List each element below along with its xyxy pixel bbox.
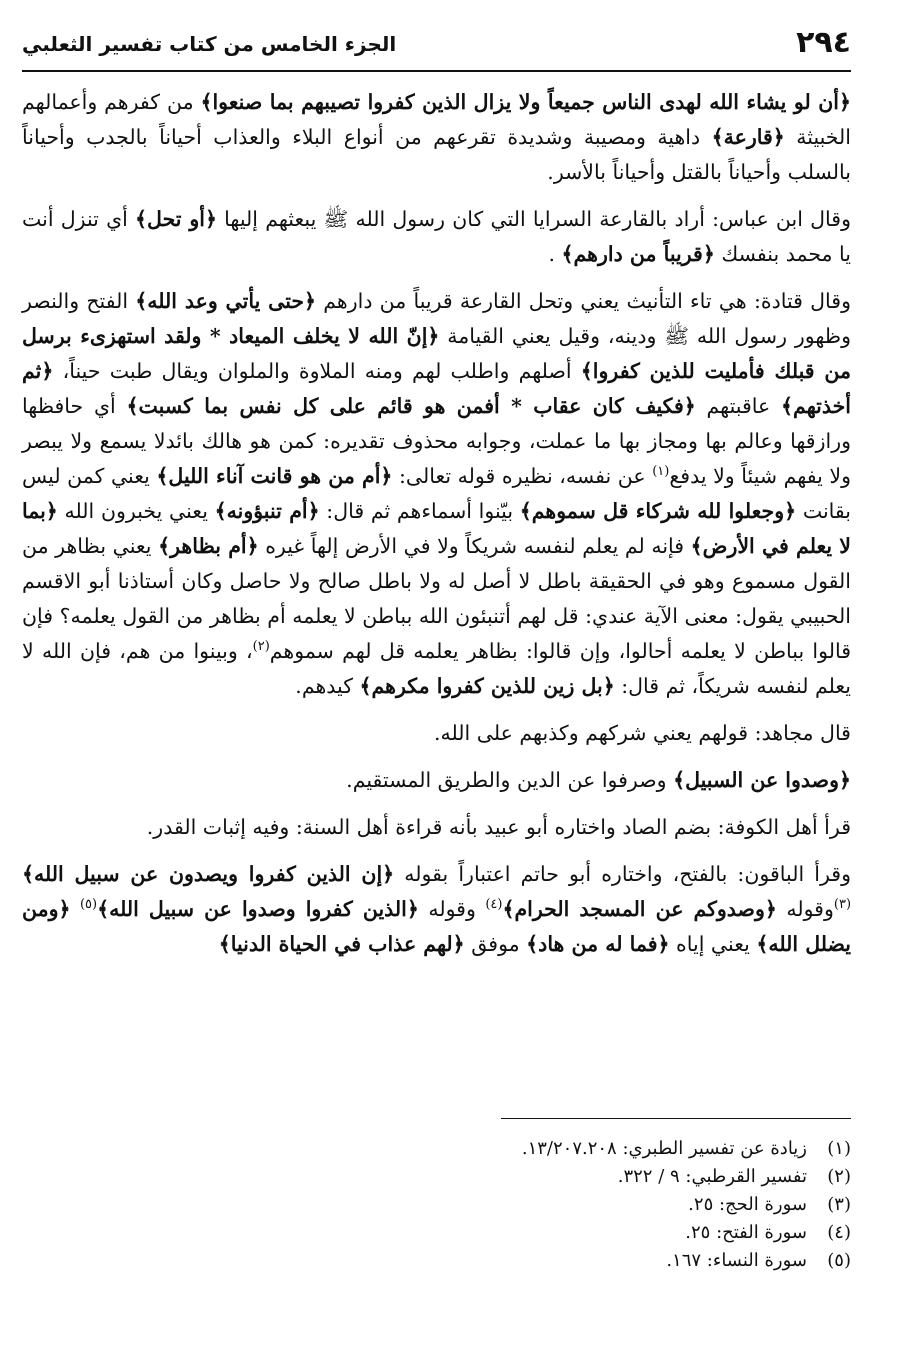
text-segment: موفق: [464, 932, 527, 956]
quran-quote: ﴿أن لو يشاء الله لهدى الناس جميعاً ولا يزال الذين كفروا تصيبهم بما صنعوا﴾: [200, 90, 852, 114]
quran-quote: ﴿أو تحل﴾: [135, 207, 217, 231]
text-segment: عاقبتهم: [695, 394, 782, 418]
quran-quote: ﴿الذين كفروا وصدوا عن سبيل الله﴾: [97, 897, 419, 921]
text-segment: أي حافظها ورازقها وعالم بها ومجاز بها ما عملت، وجوابه محذوف تقديره: كمن هو هالك بائدلا يسمع ولا يبصر ولا يفهم شيئاً ولا يدفع: [22, 394, 852, 488]
quran-quote: ﴿لهم عذاب في الحياة الدنيا﴾: [218, 932, 465, 956]
text-segment: الفتح والنصر وظهور رسول الله ﷺ ودينه، وقيل يعني القيامة: [22, 289, 851, 348]
text-segment: .: [548, 242, 562, 266]
paragraph: [22, 85, 851, 190]
footnote-text: تفسير القرطبي: ٩ / ٣٢٢.: [617, 1166, 807, 1187]
text-segment: وقال قتادة: هي تاء التأنيث يعني وتحل القارعة قريباً من دارهم: [316, 289, 851, 313]
text-segment: وصرفوا عن الدين والطريق المستقيم.: [346, 768, 674, 792]
footnote-rule: [501, 1118, 851, 1119]
footnote-item: [22, 1191, 851, 1219]
quran-quote: ﴿بل زين للذين كفروا مكرهم﴾: [359, 674, 615, 698]
text-segment: وقوله: [776, 897, 834, 921]
footnote-item: [22, 1135, 851, 1163]
text-segment: يعني إياه: [669, 932, 757, 956]
paragraph: [22, 810, 851, 845]
footnote-number: (٢): [827, 1166, 851, 1187]
text-segment: وقوله: [418, 897, 486, 921]
footnote-number: (٥): [827, 1250, 851, 1271]
page-number: ٢٩٤: [796, 25, 851, 60]
paragraph: [22, 716, 851, 751]
footnote-item: [22, 1163, 851, 1191]
text-segment: ، وبينوا من هم، فإن الله لا يعلم لنفسه شريكاً، ثم قال:: [22, 639, 851, 698]
text-segment: بيّنوا أسماءهم ثم قال:: [319, 499, 520, 523]
quran-quote: ﴿أم من هو قانت آناء الليل﴾: [156, 464, 393, 488]
quran-quote: ﴿وصدوكم عن المسجد الحرام﴾: [502, 897, 777, 921]
footnote-number: (٤): [827, 1222, 851, 1243]
quran-quote: ﴿ثم أخذتهم﴾: [22, 359, 851, 418]
paragraph: [22, 284, 851, 704]
footnote-item: [22, 1247, 851, 1275]
running-title: الجزء الخامس من كتاب تفسير الثعلبي: [22, 32, 397, 56]
page-header: [22, 22, 851, 74]
footnote-text: سورة الفتح: ٢٥.: [685, 1222, 807, 1243]
footnote-text: زيادة عن تفسير الطبري: ١٣/٢٠٧.٢٠٨.: [521, 1138, 807, 1159]
main-text: [22, 85, 851, 974]
quran-quote: ﴿وجعلوا لله شركاء قل سموهم﴾: [519, 499, 797, 523]
footnote-reference: (٥): [79, 897, 98, 913]
paragraph: [22, 857, 851, 962]
quran-quote: ﴿حتى يأتي وعد الله﴾: [135, 289, 317, 313]
quran-quote: ﴿فما له من هاد﴾: [526, 932, 670, 956]
text-segment: كيدهم.: [295, 674, 360, 698]
text-segment: أصلهم واطلب لهم ومنه الملاوة والملوان ويقال طبت حيناً،: [53, 359, 581, 383]
text-segment: فإنه لم يعلم لنفسه شريكاً ولا في الأرض إلهاً غيره: [258, 534, 691, 558]
text-segment: قرأ أهل الكوفة: بضم الصاد واختاره أبو عبيد بأنه قراءة أهل السنة: وفيه إثبات القدر.: [146, 815, 851, 839]
paragraph: [22, 202, 851, 272]
quran-quote: ﴿بما لا يعلم في الأرض﴾: [22, 499, 851, 558]
text-segment: داهية ومصيبة وشديدة تقرعهم من أنواع البلاء والعذاب أحياناً بالجدب وأحياناً بالسلب وأحياناً بالقتل وأحياناً بالأسر.: [22, 125, 851, 184]
text-segment: يعني كمن ليس بقانت: [22, 464, 851, 523]
footnotes: [22, 1135, 851, 1275]
footnote-text: سورة الحج: ٢٥.: [688, 1194, 807, 1215]
quran-quote: ﴿قريباً من دارهم﴾: [561, 242, 715, 266]
quran-quote: ﴿أم بظاهر﴾: [158, 534, 259, 558]
footnote-text: سورة النساء: ١٦٧.: [666, 1250, 807, 1271]
text-segment: وقال ابن عباس: أراد بالقارعة السرايا التي كان رسول الله ﷺ يبعثهم إليها: [216, 207, 851, 231]
quran-quote: ﴿إنّ الله لا يخلف الميعاد * ولقد استهزىء برسل من قبلك فأمليت للذين كفروا﴾: [22, 324, 851, 383]
footnote-item: [22, 1219, 851, 1247]
footnote-reference: (٢): [252, 639, 270, 655]
quran-quote: ﴿فكيف كان عقاب * أفمن هو قائم على كل نفس بما كسبت﴾: [126, 394, 696, 418]
text-segment: أي تنزل أنت يا محمد بنفسك: [22, 207, 851, 266]
quran-quote: ﴿وصدوا عن السبيل﴾: [673, 768, 851, 792]
quran-quote: ﴿أم تنبؤونه﴾: [214, 499, 320, 523]
text-segment: يعني بظاهر من القول مسموع وهو في الحقيقة باطل لا أصل له ولا باطل صالح ولا حاصل وكان أستاذنا أبو الاقسم الحبيبي يقول: معنى الآية عندي: قل لهم أتنبئون الله بباطن لا يعلمه أم بظاهر من القول يعلمه؟ فإن قالوا بباطن لا يعلمه أحالوا، وإن قالوا: بظاهر يعلمه قل لهم سموهم: [22, 534, 851, 663]
quran-quote: ﴿قارعة﴾: [711, 125, 785, 149]
footnote-reference: (٤): [485, 897, 503, 913]
text-segment: عن نفسه، نظيره قوله تعالى:: [392, 464, 653, 488]
footnote-number: (١): [827, 1138, 851, 1159]
text-segment: قال مجاهد: قولهم يعني شركهم وكذبهم على الله.: [434, 721, 851, 745]
footnote-reference: (٣): [833, 897, 852, 913]
text-segment: من كفرهم وأعمالهم الخبيثة: [22, 90, 851, 149]
header-rule: [22, 70, 851, 72]
text-segment: يعني يخبرون الله: [57, 499, 215, 523]
text-segment: [71, 897, 80, 921]
footnote-reference: (١): [652, 464, 670, 480]
text-segment: وقرأ الباقون: بالفتح، واختاره أبو حاتم اعتباراً بقوله: [394, 862, 851, 886]
quran-quote: ﴿إن الذين كفروا ويصدون عن سبيل الله﴾: [22, 862, 395, 886]
paragraph: [22, 763, 851, 798]
quran-quote: ﴿ومن يضلل الله﴾: [22, 897, 851, 956]
footnote-number: (٣): [827, 1194, 851, 1215]
